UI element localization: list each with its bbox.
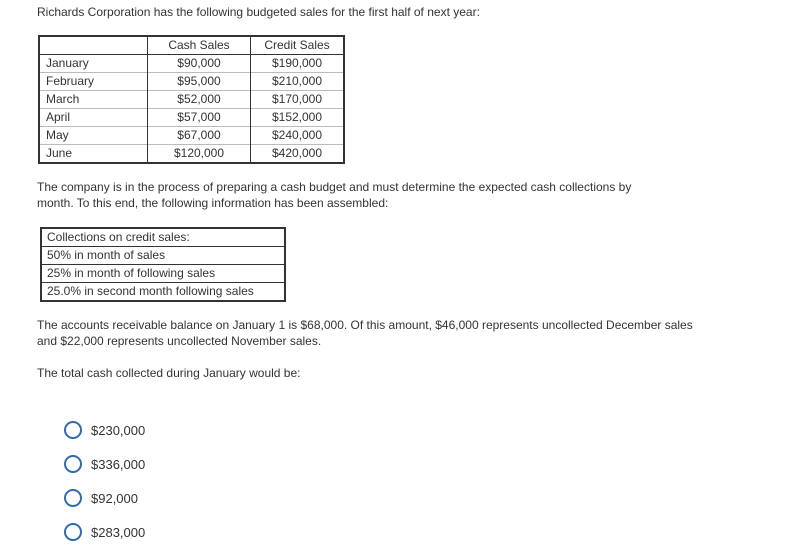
answer-option-2[interactable]: [64, 454, 145, 474]
intro-text: Richards Corporation has the following budgeted sales for the first half of next year:: [37, 5, 480, 19]
cash-sales-cell: $90,000: [148, 55, 251, 73]
cash-sales-cell: $67,000: [148, 127, 251, 145]
month-cell: May: [39, 127, 148, 145]
radio-button-icon[interactable]: [64, 523, 82, 541]
table-row: [41, 265, 285, 283]
sales-table-header-row: [39, 36, 344, 55]
question-text: The total cash collected during January would be:: [37, 366, 301, 380]
collections-table: [40, 227, 286, 302]
credit-sales-cell: $152,000: [251, 109, 345, 127]
answer-option-3[interactable]: [64, 488, 138, 508]
credit-sales-cell: $210,000: [251, 73, 345, 91]
cash-sales-cell: $95,000: [148, 73, 251, 91]
answer-option-label[interactable]: $283,000: [91, 524, 146, 540]
header-blank-cell: [39, 36, 148, 55]
cash-sales-cell: $52,000: [148, 91, 251, 109]
header-credit-sales: Credit Sales: [251, 36, 345, 55]
credit-sales-cell: $420,000: [251, 145, 345, 164]
radio-button-icon[interactable]: [64, 455, 82, 473]
credit-sales-cell: $240,000: [251, 127, 345, 145]
month-cell: March: [39, 91, 148, 109]
header-cash-sales: Cash Sales: [148, 36, 251, 55]
cash-sales-cell: $120,000: [148, 145, 251, 164]
answer-option-4[interactable]: [64, 522, 145, 542]
table-row: [39, 145, 344, 164]
month-cell: January: [39, 55, 148, 73]
answer-option-1[interactable]: [64, 420, 145, 440]
table-row: [41, 283, 285, 302]
answer-option-label[interactable]: $92,000: [91, 490, 138, 506]
budgeted-sales-table: [38, 35, 345, 164]
collections-cell: 25.0% in second month following sales: [41, 283, 285, 302]
table-row: [39, 109, 344, 127]
radio-button-icon[interactable]: [64, 489, 82, 507]
table-row: [41, 228, 285, 247]
answer-option-label[interactable]: $230,000: [91, 422, 146, 438]
table-row: [41, 247, 285, 265]
table-row: [39, 91, 344, 109]
month-cell: June: [39, 145, 148, 164]
receivable-paragraph: The accounts receivable balance on January 1 is $68,000. Of this amount, $46,000 represents uncollected December sales and $22,000 represents uncollected November sales.: [37, 318, 693, 348]
cash-sales-cell: $57,000: [148, 109, 251, 127]
month-cell: April: [39, 109, 148, 127]
process-paragraph: The company is in the process of preparing a cash budget and must determine the expected cash collections by month. To this end, the following information has been assembled:: [37, 180, 632, 210]
answer-option-label[interactable]: $336,000: [91, 456, 146, 472]
table-row: [39, 55, 344, 73]
collections-cell: 25% in month of following sales: [41, 265, 285, 283]
collections-cell: Collections on credit sales:: [41, 228, 285, 247]
table-row: [39, 127, 344, 145]
credit-sales-cell: $170,000: [251, 91, 345, 109]
table-row: [39, 73, 344, 91]
collections-cell: 50% in month of sales: [41, 247, 285, 265]
credit-sales-cell: $190,000: [251, 55, 345, 73]
radio-button-icon[interactable]: [64, 421, 82, 439]
month-cell: February: [39, 73, 148, 91]
